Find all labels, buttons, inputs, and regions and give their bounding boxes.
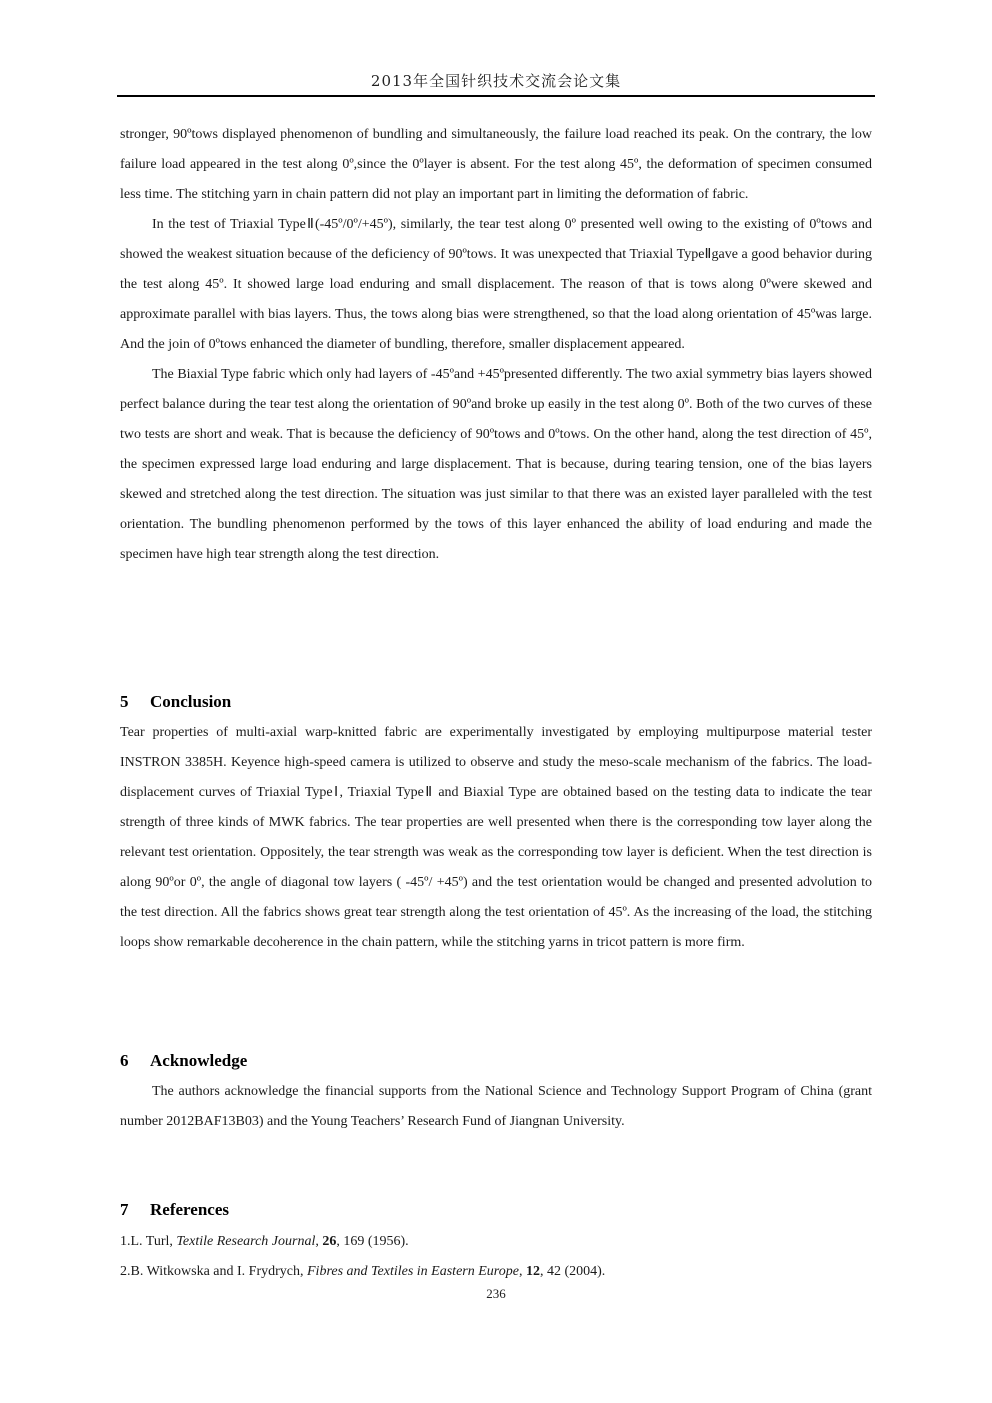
discussion-section [120,120,872,570]
reference-volume: 12 [525,1264,540,1279]
reference-authors: 1.L. Turl, [120,1234,177,1249]
reference-item [120,1257,872,1287]
header-rule [117,95,875,97]
paragraph: In the test of Triaxial TypeⅡ(-45º/0º/+45º), similarly, the tear test along 0º presented well owing to the existing of 0ºtows and showed the weakest situation because of the deficiency of 90ºtows. It was unexpected that Triaxial TypeⅡgave a good behavior during the test along 45º. It showed large load enduring and small displacement. The reason of that is tows along 0ºwere skewed and approximate parallel with bias layers. Thus, the tows along bias were strengthened, so that the load along orientation of 45ºwas large. And the join of 0ºtows enhanced the diameter of bundling, therefore, smaller displacement appeared. [120,217,872,352]
reference-journal: Fibres and Textiles in Eastern Europe [307,1264,519,1279]
section-number: 5 [120,692,129,711]
paragraph: The Biaxial Type fabric which only had layers of -45ºand +45ºpresented differently. The two axial symmetry bias layers showed perfect balance during the tear test along the orientation of 90ºand broke up easily in the test along 0º. Both of the two curves of these two tests are short and weak. That is because the deficiency of 90ºtows and 0ºtows. On the other hand, along the test direction of 45º, the specimen expressed large load enduring and large displacement. That is because, during tearing tension, one of the bias layers skewed and stretched along the test direction. The situation was just similar to that there was an existed layer paralleled with the test orientation. The bundling phenomenon performed by the tows of this layer enhanced the ability of load enduring and made the specimen have high tear strength along the test direction. [120,367,872,562]
section-number: 6 [120,1051,129,1070]
separator: , [315,1234,323,1249]
section-heading-references [120,1200,229,1220]
running-title: 2013年全国针织技术交流会论文集 [370,72,622,90]
reference-pages-year: , 42 (2004). [539,1264,606,1279]
paragraph: The authors acknowledge the financial supports from the National Science and Technology Support Program of China (grant number 2012BAF13B03) and the Young Teachers’ Research Fund of Jiangnan University. [120,1084,872,1129]
reference-pages-year: , 169 (1956). [336,1234,409,1249]
reference-list [120,1227,872,1287]
section-number: 7 [120,1200,129,1219]
paragraph: stronger, 90ºtows displayed phenomenon of bundling and simultaneously, the failure load reached its peak. On the contrary, the low failure load appeared in the test along 0º,since the 0ºlayer is absent. For the test along 45º, the deformation of specimen consumed less time. The stitching yarn in chain pattern did not play an important part in limiting the deformation of fabric. [120,127,872,202]
separator: , [518,1264,526,1279]
section-title: Conclusion [150,692,232,711]
conclusion-text [120,718,872,958]
page-number: 236 [486,1286,506,1301]
section-title: Acknowledge [150,1051,248,1070]
section-heading-conclusion [120,692,231,712]
paragraph: Tear properties of multi-axial warp-knitted fabric are experimentally investigated by employing multipurpose material tester INSTRON 3385H. Keyence high-speed camera is utilized to observe and study the meso-scale mechanism of the fabrics. The load-displacement curves of Triaxial TypeⅠ, Triaxial TypeⅡ and Biaxial Type are obtained based on the testing data to indicate the tear strength of three kinds of MWK fabrics. The tear properties are well presented when there is the corresponding tow layer along the relevant test orientation. Oppositely, the tear strength was weak as the corresponding tow layer is deficient. When the test direction is along 90ºor 0º, the angle of diagonal tow layers ( -45º/ +45º) and the test orientation would be changed and presented advolution to the test direction. All the fabrics shows great tear strength along the test orientation of 45º. As the increasing of the load, the stitching loops show remarkable decoherence in the chain pattern, while the stitching yarns in tricot pattern is more firm. [120,725,872,950]
section-title: References [150,1200,229,1219]
acknowledge-text [120,1077,872,1137]
reference-journal: Textile Research Journal [176,1234,316,1249]
section-heading-acknowledge [120,1051,247,1071]
reference-authors: 2.B. Witkowska and I. Frydrych, [120,1264,307,1279]
reference-item [120,1227,872,1257]
reference-volume: 26 [322,1234,337,1249]
